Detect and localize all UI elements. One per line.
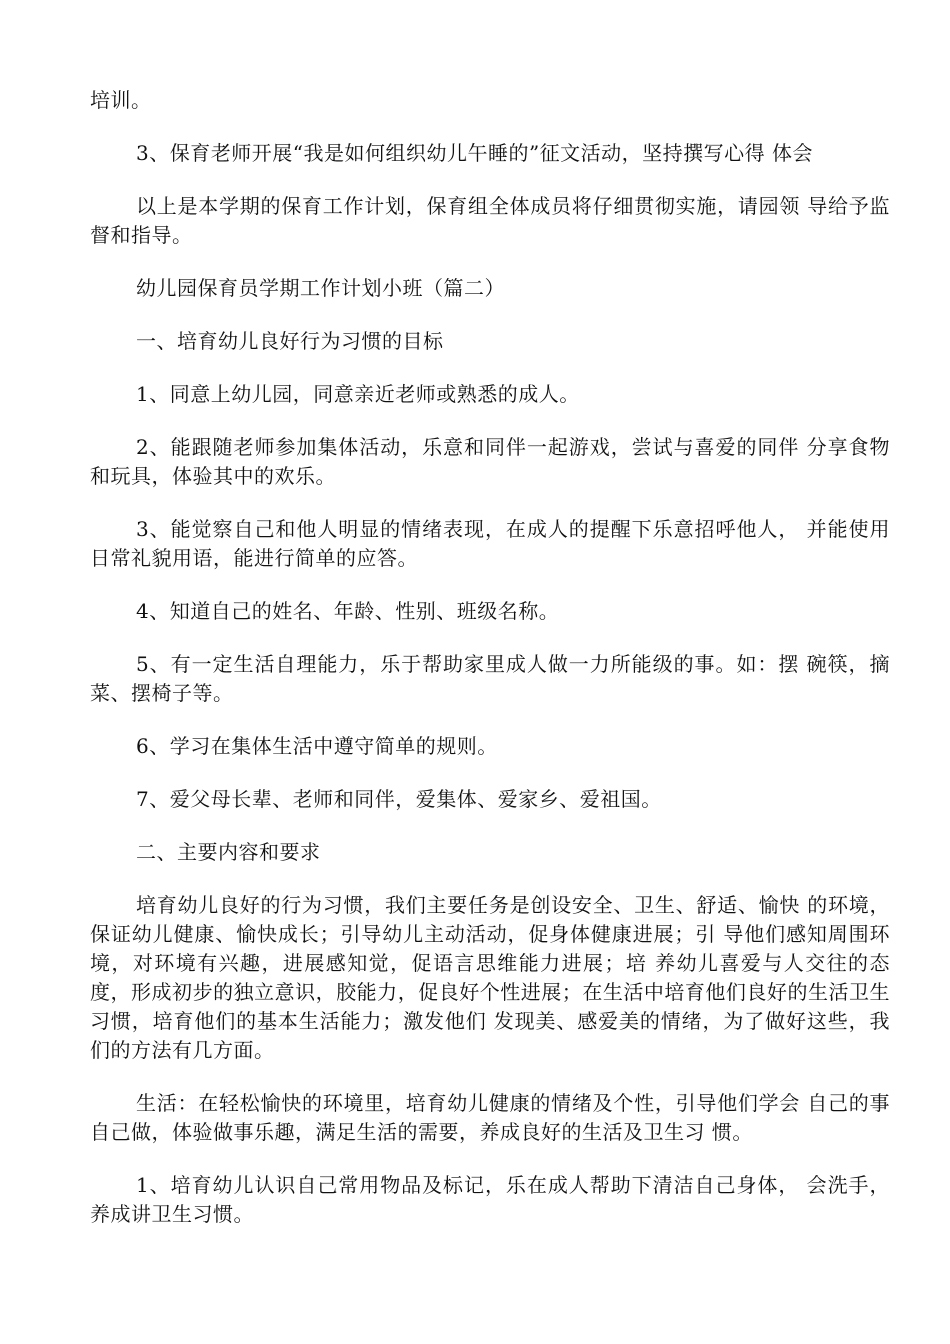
goal-item-5: 5、有一定生活自理能力，乐于帮助家里成人做一力所能级的事。如：摆 碗筷，摘菜、摆椅子等。 [90,652,890,705]
paragraph-1: 培训。 [90,88,152,112]
goal-item-1: 1、同意上幼儿园，同意亲近老师或熟悉的成人。 [136,382,580,406]
life-paragraph: 生活：在轻松愉快的环境里，培育幼儿健康的情绪及个性，引导他们学会 自己的事自己做，体验做事乐趣，满足生活的需要，养成良好的生活及卫生习 惯。 [90,1091,890,1144]
heading-goals: 一、培育幼儿良好行为习惯的目标 [136,329,444,353]
goal-item-6: 6、学习在集体生活中遵守简单的规则。 [136,734,498,758]
paragraph-2: 3、保育老师开展“我是如何组织幼儿午睡的”征文活动，坚持撰写心得 体会 [136,141,814,165]
life-item-1: 1、培育幼儿认识自己常用物品及标记，乐在成人帮助下清洁自己身体， 会洗手，养成讲卫生习惯。 [90,1173,890,1226]
content-paragraph: 培育幼儿良好的行为习惯，我们主要任务是创设安全、卫生、舒适、愉快 的环境，保证幼儿健康、愉快成长；引导幼儿主动活动，促身体健康进展；引 导他们感知周围环境，对环境有兴趣，进展感知觉，促语言思维能力进展；培 养幼儿喜爱与人交往的态度，形成初步的独立意识，胶能力，促良好个性进展；在生活中培育他们良好的生活卫生习惯，培育他们的基本生活能力；激发他们 发现美、感爱美的情绪，为了做好这些，我们的方法有几方面。 [90,893,890,1062]
goal-item-7: 7、爱父母长辈、老师和同伴，爱集体、爱家乡、爱祖国。 [136,787,662,811]
goal-item-2: 2、能跟随老师参加集体活动，乐意和同伴一起游戏，尝试与喜爱的同伴 分享食物和玩具，体验其中的欢乐。 [90,435,890,488]
heading-content: 二、主要内容和要求 [136,840,321,864]
section-title: 幼儿园保育员学期工作计划小班（篇二） [136,276,505,300]
goal-item-3: 3、能觉察自己和他人明显的情绪表现，在成人的提醒下乐意招呼他人， 并能使用日常礼貌用语，能进行简单的应答。 [90,517,890,570]
paragraph-3: 以上是本学期的保育工作计划，保育组全体成员将仔细贯彻实施，请园领 导给予监督和指导。 [90,194,890,247]
goal-item-4: 4、知道自己的姓名、年龄、性别、班级名称。 [136,599,560,623]
document-body [90,86,890,1229]
